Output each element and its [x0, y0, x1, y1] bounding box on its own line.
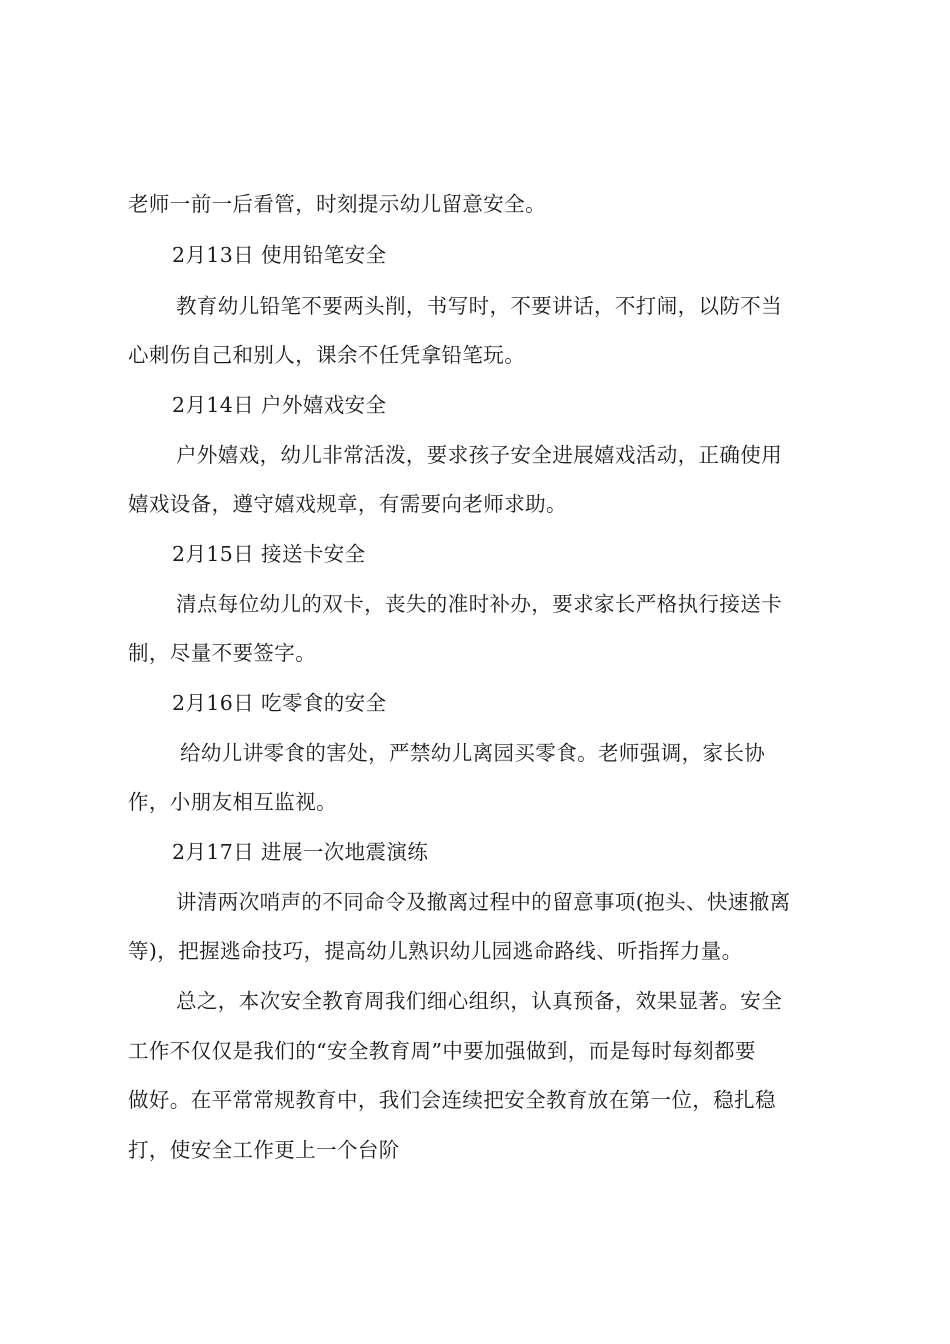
section-heading	[0, 240, 950, 270]
text: 等)，把握逃命技巧，提高幼儿熟识幼儿园逃命路线、听指挥力量。	[128, 939, 743, 963]
paragraph-line	[0, 589, 950, 619]
section-heading	[0, 390, 950, 420]
heading-text: 2月14日 户外嬉戏安全	[172, 393, 387, 417]
paragraph-line	[0, 189, 950, 219]
paragraph-line	[0, 340, 950, 370]
section-heading	[0, 837, 950, 867]
heading-text: 2月13日 使用铅笔安全	[172, 243, 387, 267]
text: 总之，本次安全教育周我们细心组织，认真预备，效果显著。安全	[176, 989, 783, 1013]
paragraph-line	[0, 440, 950, 470]
text: 户外嬉戏，幼儿非常活泼，要求孩子安全进展嬉戏活动，正确使用	[176, 443, 783, 467]
paragraph-line	[0, 638, 950, 668]
text: 打，使安全工作更上一个台阶	[128, 1138, 400, 1162]
paragraph-line	[0, 291, 950, 321]
paragraph-line	[0, 738, 950, 768]
paragraph-line	[0, 787, 950, 817]
text: 做好。在平常常规教育中，我们会连续把安全教育放在第一位，稳扎稳	[128, 1088, 776, 1112]
text: 讲清两次哨声的不同命令及撤离过程中的留意事项(抱头、快速撤离	[176, 890, 791, 914]
text: 心刺伤自己和别人，课余不任凭拿铅笔玩。	[128, 343, 526, 367]
heading-text: 2月15日 接送卡安全	[172, 542, 366, 566]
paragraph-line	[0, 489, 950, 519]
text: 老师一前一后看管，时刻提示幼儿留意安全。	[128, 192, 546, 216]
section-heading	[0, 539, 950, 569]
paragraph-line	[0, 986, 950, 1016]
paragraph-line	[0, 1085, 950, 1115]
heading-text: 2月17日 进展一次地震演练	[172, 840, 429, 864]
heading-text: 2月16日 吃零食的安全	[172, 691, 387, 715]
text: 制，尽量不要签字。	[128, 641, 317, 665]
text: 给幼儿讲零食的害处，严禁幼儿离园买零食。老师强调，家长协	[180, 741, 766, 765]
text: 作，小朋友相互监视。	[128, 790, 337, 814]
text: 工作不仅仅是我们的“安全教育周”中要加强做到，而是每时每刻都要	[128, 1039, 756, 1063]
paragraph-line	[0, 887, 950, 917]
text: 清点每位幼儿的双卡，丧失的准时补办，要求家长严格执行接送卡	[176, 592, 783, 616]
paragraph-line	[0, 936, 950, 966]
paragraph-line	[0, 1135, 950, 1165]
text: 嬉戏设备，遵守嬉戏规章，有需要向老师求助。	[128, 492, 567, 516]
text: 教育幼儿铅笔不要两头削，书写时，不要讲话，不打闹，以防不当	[176, 294, 783, 318]
section-heading	[0, 688, 950, 718]
paragraph-line	[0, 1036, 950, 1066]
